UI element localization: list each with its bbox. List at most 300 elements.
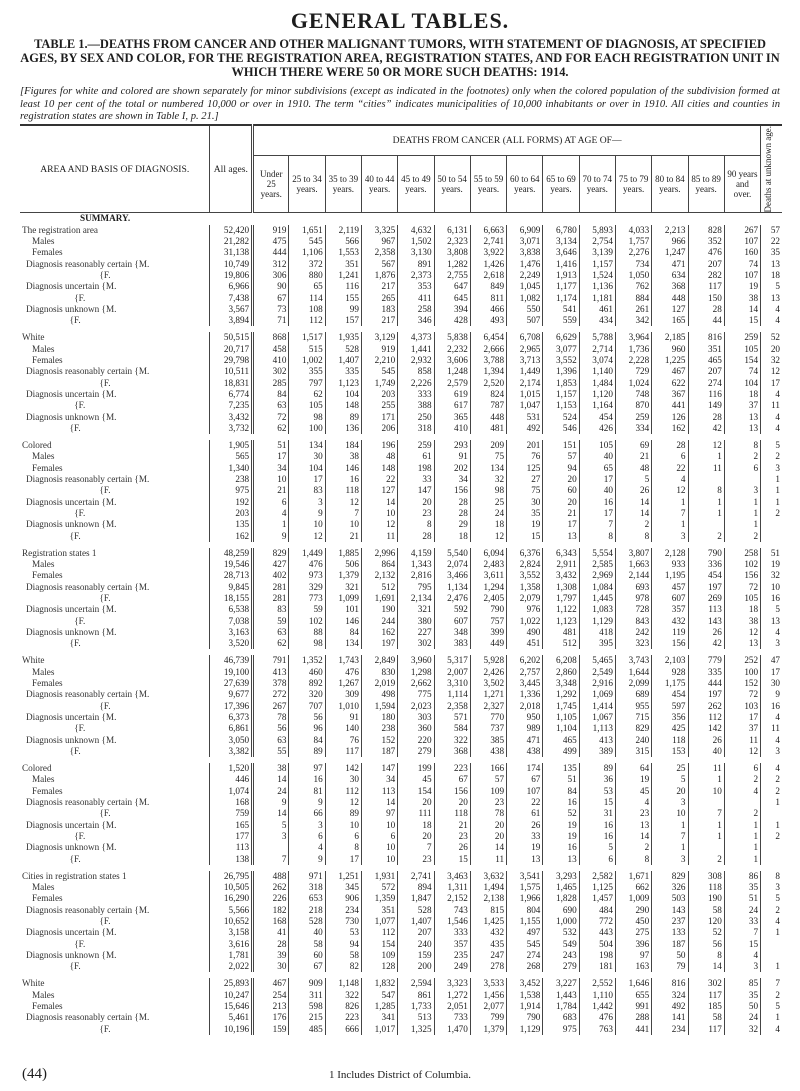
cell-value: 64 — [615, 763, 651, 774]
table-row — [20, 1001, 782, 1012]
cell-value: 617 — [434, 400, 470, 411]
cell-value: 1,931 — [361, 871, 397, 882]
cell-value: 51 — [761, 548, 782, 559]
cell-value: 20 — [398, 831, 434, 842]
cell-value: 335 — [688, 667, 724, 678]
cell-value: 528 — [289, 916, 325, 927]
cell-value: 288 — [615, 1012, 651, 1023]
cell-value: 32 — [470, 474, 506, 485]
cell-value: 50,515 — [210, 332, 253, 343]
cell-value: 17 — [543, 519, 579, 530]
cell-value: 413 — [579, 735, 615, 746]
cell-value: 351 — [688, 344, 724, 355]
cell-value: 2,132 — [361, 570, 397, 581]
cell-value: 3,348 — [543, 678, 579, 689]
cell-value: 1,442 — [579, 1001, 615, 1012]
cell-value: 5 — [761, 604, 782, 615]
row-label: Diagnosis reasonably certain {M. — [26, 474, 150, 485]
cell-value: 683 — [543, 1012, 579, 1023]
cell-value: 2,405 — [470, 593, 506, 604]
cell-value: 467 — [253, 978, 289, 989]
cell-value: 351 — [325, 259, 361, 270]
cell-value: 2,152 — [434, 893, 470, 904]
cell-value: 2 — [761, 508, 782, 519]
cell-value: 2,996 — [361, 548, 397, 559]
cell-value: 65 — [579, 463, 615, 474]
row-label: {F. — [26, 485, 111, 496]
cell-value: 20 — [470, 831, 506, 842]
cell-value: 763 — [579, 1024, 615, 1035]
cell-value: 36 — [579, 774, 615, 785]
cell-value: 275 — [615, 927, 651, 938]
cell-value: 249 — [434, 961, 470, 972]
cell-value: 15 — [434, 854, 470, 865]
cell-value: 134 — [325, 638, 361, 649]
cell-value: 12 — [761, 366, 782, 377]
cell-value: 220 — [398, 735, 434, 746]
cell-value: 9,845 — [210, 582, 253, 593]
cell-value: 30 — [507, 497, 543, 508]
age-col-header: 75 to 79 years. — [615, 155, 651, 213]
cell-value: 5 — [761, 440, 782, 451]
table-row — [20, 315, 782, 326]
cell-value: 11 — [688, 763, 724, 774]
cell-value: 3,611 — [470, 570, 506, 581]
cell-value: 3,606 — [434, 355, 470, 366]
row-label: White — [22, 655, 45, 666]
cell-value: 89 — [289, 746, 325, 757]
cell-value: 1,538 — [507, 990, 543, 1001]
cell-value: 3,732 — [210, 423, 253, 434]
cell-value: 779 — [688, 655, 724, 666]
cell-value: 828 — [688, 225, 724, 236]
cell-value: 3,541 — [507, 871, 543, 882]
cell-value: 843 — [615, 616, 651, 627]
cell-value: 63 — [253, 627, 289, 638]
cell-value: 8 — [615, 531, 651, 542]
cell-value: 302 — [398, 638, 434, 649]
cell-value: 94 — [325, 939, 361, 950]
cell-value: 279 — [398, 746, 434, 757]
cell-value: 3,130 — [398, 247, 434, 258]
cell-value: 282 — [688, 270, 724, 281]
cell-value: 2,099 — [615, 678, 651, 689]
cell-value: 427 — [253, 559, 289, 570]
cell-value: 58 — [688, 1012, 724, 1023]
cell-value: 28 — [434, 508, 470, 519]
row-label: {F. — [26, 745, 81, 756]
cell-value: 2,618 — [470, 270, 506, 281]
cell-value: 103 — [724, 701, 760, 712]
cell-value: 4,373 — [398, 332, 434, 343]
cell-value: 3,520 — [210, 638, 253, 649]
cell-value: 1,745 — [543, 701, 579, 712]
cell-value: 149 — [688, 400, 724, 411]
cell-value: 135 — [543, 763, 579, 774]
cell-value: 634 — [652, 270, 688, 281]
cell-value: 18 — [434, 531, 470, 542]
cell-value: 274 — [507, 950, 543, 961]
cell-value: 1,594 — [361, 701, 397, 712]
cell-value: 693 — [615, 582, 651, 593]
cell-value: 142 — [325, 763, 361, 774]
cell-value: 217 — [361, 281, 397, 292]
row-label: Males — [32, 989, 55, 1000]
cell-value: 3,807 — [615, 548, 651, 559]
cell-value: 689 — [615, 689, 651, 700]
cell-value: 3,432 — [543, 570, 579, 581]
cell-value: 795 — [398, 582, 434, 593]
cell-value: 3,071 — [507, 236, 543, 247]
cell-value: 607 — [652, 593, 688, 604]
cell-value: 35 — [761, 247, 782, 258]
row-label: Diagnosis reasonably certain {M. — [26, 581, 150, 592]
cell-value: 118 — [434, 808, 470, 819]
cell-value: 3,382 — [210, 746, 253, 757]
cell-value: 7,038 — [210, 616, 253, 627]
row-label: {F. — [26, 592, 111, 603]
cell-value: 168 — [210, 797, 253, 808]
cell-value: 2 — [615, 519, 651, 530]
cell-value: 1 — [761, 497, 782, 508]
cell-value: 127 — [652, 304, 688, 315]
cell-value: 215 — [289, 1012, 325, 1023]
cell-value: 48 — [361, 451, 397, 462]
cell-value: 22 — [361, 474, 397, 485]
cell-value: 3,310 — [434, 678, 470, 689]
cell-value: 3,463 — [434, 871, 470, 882]
cell-value: 14 — [361, 797, 397, 808]
cell-value: 116 — [688, 389, 724, 400]
cell-value: 262 — [253, 882, 289, 893]
cell-value: 3 — [724, 485, 760, 496]
cell-value: 187 — [361, 746, 397, 757]
cell-value: 47 — [761, 655, 782, 666]
cell-value: 2,323 — [434, 236, 470, 247]
cell-value: 13 — [724, 412, 760, 423]
cell-value: 762 — [615, 281, 651, 292]
cell-value: 1,181 — [579, 293, 615, 304]
cell-value: 50 — [724, 1001, 760, 1012]
cell-value: 293 — [434, 440, 470, 451]
cell-value: 11 — [688, 463, 724, 474]
cell-value: 10,749 — [210, 259, 253, 270]
cell-value: 30 — [289, 451, 325, 462]
cell-value: 597 — [652, 701, 688, 712]
row-label: {F. — [26, 292, 86, 303]
cell-value: 3,129 — [361, 332, 397, 343]
cell-value: 6 — [724, 463, 760, 474]
cell-value: 3 — [761, 746, 782, 757]
cell-value: 488 — [253, 871, 289, 882]
table-row — [20, 808, 782, 819]
cell-value: 1,465 — [543, 882, 579, 893]
cell-value: 457 — [652, 582, 688, 593]
cell-value: 52 — [543, 808, 579, 819]
cell-value: 234 — [652, 1024, 688, 1035]
cell-value: 2,019 — [361, 678, 397, 689]
cell-value: 166 — [470, 763, 506, 774]
cell-value: 12 — [325, 797, 361, 808]
cell-value: 21 — [543, 508, 579, 519]
cell-value: 1,757 — [615, 236, 651, 247]
cell-value: 19,546 — [210, 559, 253, 570]
cell-value: 48,259 — [210, 548, 253, 559]
cell-value: 10 — [688, 786, 724, 797]
cell-value: 154 — [361, 939, 397, 950]
cell-value: 976 — [507, 604, 543, 615]
cell-value: 3,293 — [543, 871, 579, 882]
cell-value: 1,456 — [470, 990, 506, 1001]
cell-value: 1,935 — [325, 332, 361, 343]
cell-value: 51 — [543, 774, 579, 785]
cell-value: 1,267 — [325, 678, 361, 689]
cell-value: 734 — [615, 259, 651, 270]
cell-value: 4 — [761, 423, 782, 434]
cell-value: 6 — [325, 831, 361, 842]
table-row — [20, 451, 782, 462]
table-row — [20, 939, 782, 950]
cell-value: 870 — [615, 400, 651, 411]
cell-value: 44 — [688, 315, 724, 326]
table-row — [20, 689, 782, 700]
cell-value: 461 — [579, 304, 615, 315]
cell-value: 21 — [434, 820, 470, 831]
cell-value: 1 — [724, 842, 760, 853]
cell-value: 607 — [434, 616, 470, 627]
cell-value: 303 — [398, 712, 434, 723]
table-note: [Figures for white and colored are shown separately for minor subdivisions (except as indicated in the footnotes) only when the colored population of the subdivision formed at least 10 per cent of the total or numbered 10,000 or over in 1910. The term “cities” indicates municipalities of 10,000 inhabitants or over in 1910. All cities and counties in registration states are shown in Table I, p. 21.] — [20, 86, 780, 122]
cell-value: 2,932 — [398, 355, 434, 366]
cell-value: 12 — [289, 531, 325, 542]
cell-value: 285 — [253, 378, 289, 389]
cell-value: 14 — [470, 842, 506, 853]
cell-value: 3,894 — [210, 315, 253, 326]
table-row — [20, 497, 782, 508]
cell-value: 302 — [688, 978, 724, 989]
table-row — [20, 961, 782, 972]
table-row — [20, 950, 782, 961]
table-row — [20, 763, 782, 774]
cell-value — [761, 950, 782, 961]
cell-value: 152 — [361, 735, 397, 746]
cell-value: 1 — [761, 797, 782, 808]
cell-value: 622 — [652, 378, 688, 389]
cell-value: 2,552 — [579, 978, 615, 989]
cell-value: 258 — [724, 548, 760, 559]
cell-value: 1,069 — [579, 689, 615, 700]
page-number: (44) — [22, 1066, 47, 1082]
cell-value: 368 — [434, 746, 470, 757]
cell-value: 15 — [507, 531, 543, 542]
cell-value: 1,311 — [434, 882, 470, 893]
cell-value: 72 — [253, 412, 289, 423]
cell-value: 3,139 — [579, 247, 615, 258]
cell-value: 18,831 — [210, 378, 253, 389]
cell-value: 567 — [361, 259, 397, 270]
cell-value: 1,449 — [507, 366, 543, 377]
cell-value: 88 — [289, 627, 325, 638]
cell-value: 1 — [688, 831, 724, 842]
cell-value: 19 — [724, 281, 760, 292]
cell-value: 10 — [325, 519, 361, 530]
cell-value: 5,893 — [579, 225, 615, 236]
table-row — [20, 332, 782, 343]
cell-value: 99 — [325, 304, 361, 315]
cell-value: 619 — [434, 389, 470, 400]
cell-value: 197 — [361, 638, 397, 649]
cell-value: 335 — [325, 366, 361, 377]
cell-value: 1,084 — [579, 582, 615, 593]
cell-value: 244 — [361, 616, 397, 627]
cell-value: 134 — [289, 440, 325, 451]
cell-value: 1,106 — [289, 247, 325, 258]
cell-value: 787 — [470, 400, 506, 411]
cell-value: 441 — [615, 1024, 651, 1035]
cell-value: 1,298 — [398, 667, 434, 678]
cell-value: 1,017 — [361, 1024, 397, 1035]
cell-value: 56 — [688, 939, 724, 950]
cell-value: 21 — [615, 451, 651, 462]
cell-value: 1,646 — [615, 978, 651, 989]
cell-value: 2,741 — [398, 871, 434, 882]
row-label: Diagnosis unknown {M. — [26, 519, 117, 530]
cell-value: 584 — [434, 723, 470, 734]
table-row — [20, 905, 782, 916]
cell-value: 1,153 — [543, 400, 579, 411]
cell-value: 733 — [434, 1012, 470, 1023]
cell-value: 506 — [325, 559, 361, 570]
cell-value: 4 — [761, 315, 782, 326]
cell-value: 24 — [724, 1012, 760, 1023]
cell-value: 27,639 — [210, 678, 253, 689]
cell-value: 3,808 — [434, 247, 470, 258]
cell-value: 380 — [398, 616, 434, 627]
cell-value: 117 — [688, 1024, 724, 1035]
cell-value: 399 — [470, 627, 506, 638]
cell-value: 466 — [470, 304, 506, 315]
row-label: {F. — [26, 700, 111, 711]
row-label: Diagnosis reasonably certain {M. — [26, 258, 150, 269]
cell-value: 1,123 — [543, 616, 579, 627]
cell-value: 17 — [579, 508, 615, 519]
age-col-header: 85 to 89 years. — [688, 155, 724, 213]
cell-value: 2,138 — [470, 893, 506, 904]
cell-value: 31 — [579, 808, 615, 819]
cell-value — [688, 797, 724, 808]
cell-value: 59 — [253, 616, 289, 627]
cell-value: 1,082 — [507, 293, 543, 304]
cell-value: 3,158 — [210, 927, 253, 938]
cell-value: 5,317 — [434, 655, 470, 666]
cell-value: 772 — [579, 916, 615, 927]
cell-value: 140 — [325, 723, 361, 734]
cell-value: 72 — [724, 582, 760, 593]
cell-value: 9 — [289, 508, 325, 519]
cell-value: 148 — [361, 463, 397, 474]
cell-value: 892 — [289, 678, 325, 689]
cell-value: 2,228 — [615, 355, 651, 366]
cell-value: 57 — [470, 774, 506, 785]
cell-value: 321 — [325, 582, 361, 593]
cell-value: 117 — [688, 281, 724, 292]
cell-value: 16 — [543, 797, 579, 808]
cell-value: 10,196 — [210, 1024, 253, 1035]
cell-value: 467 — [652, 366, 688, 377]
cell-value: 6,208 — [543, 655, 579, 666]
cell-value: 3 — [761, 463, 782, 474]
cell-value: 3,134 — [543, 236, 579, 247]
cell-value: 29 — [434, 519, 470, 530]
cell-value: 6 — [724, 763, 760, 774]
cell-value: 797 — [289, 378, 325, 389]
cell-value: 100 — [724, 667, 760, 678]
cell-value: 19,806 — [210, 270, 253, 281]
cell-value: 52 — [761, 332, 782, 343]
cell-value: 2,757 — [507, 667, 543, 678]
cell-value: 3,502 — [470, 678, 506, 689]
cell-value: 973 — [289, 570, 325, 581]
row-label: Males — [32, 666, 55, 677]
cell-value: 26 — [688, 735, 724, 746]
cell-value: 2,476 — [434, 593, 470, 604]
cell-value: 1,876 — [361, 270, 397, 281]
cell-value: 67 — [289, 961, 325, 972]
cell-value: 448 — [652, 293, 688, 304]
cell-value: 45 — [615, 786, 651, 797]
cell-value: 451 — [507, 638, 543, 649]
cell-value: 541 — [543, 304, 579, 315]
cell-value: 12 — [361, 519, 397, 530]
cell-value: 3,163 — [210, 627, 253, 638]
cell-value: 3,533 — [470, 978, 506, 989]
cell-value: 830 — [361, 667, 397, 678]
cell-value: 11 — [761, 400, 782, 411]
cell-value: 18 — [398, 820, 434, 831]
cell-value: 3,552 — [507, 570, 543, 581]
cell-value: 3,960 — [398, 655, 434, 666]
cell-value: 6,629 — [543, 332, 579, 343]
row-label: Diagnosis uncertain {M. — [26, 711, 117, 722]
row-label: Females — [32, 785, 63, 796]
cell-value: 104 — [325, 389, 361, 400]
cell-value: 1,426 — [470, 259, 506, 270]
cell-value: 799 — [470, 1012, 506, 1023]
cell-value: 1,225 — [652, 355, 688, 366]
cell-value: 759 — [210, 808, 253, 819]
cell-value: 2,358 — [434, 701, 470, 712]
cell-value: 14 — [361, 497, 397, 508]
cell-value: 8 — [761, 871, 782, 882]
cell-value: 571 — [434, 712, 470, 723]
cell-value: 156 — [724, 570, 760, 581]
cell-value: 14 — [253, 808, 289, 819]
age-col-header: 50 to 54 years. — [434, 155, 470, 213]
cell-value: 5,461 — [210, 1012, 253, 1023]
cell-value: 2,174 — [507, 378, 543, 389]
cell-value: 272 — [253, 689, 289, 700]
cell-value: 28 — [652, 440, 688, 451]
cell-value: 1,148 — [325, 978, 361, 989]
cell-value: 434 — [579, 315, 615, 326]
cell-value: 147 — [398, 485, 434, 496]
row-label: Diagnosis uncertain {M. — [26, 281, 117, 292]
cell-value: 198 — [579, 950, 615, 961]
cell-value: 566 — [325, 236, 361, 247]
cell-value: 3,432 — [210, 412, 253, 423]
cell-value: 2 — [688, 854, 724, 865]
cell-value: 17 — [289, 474, 325, 485]
